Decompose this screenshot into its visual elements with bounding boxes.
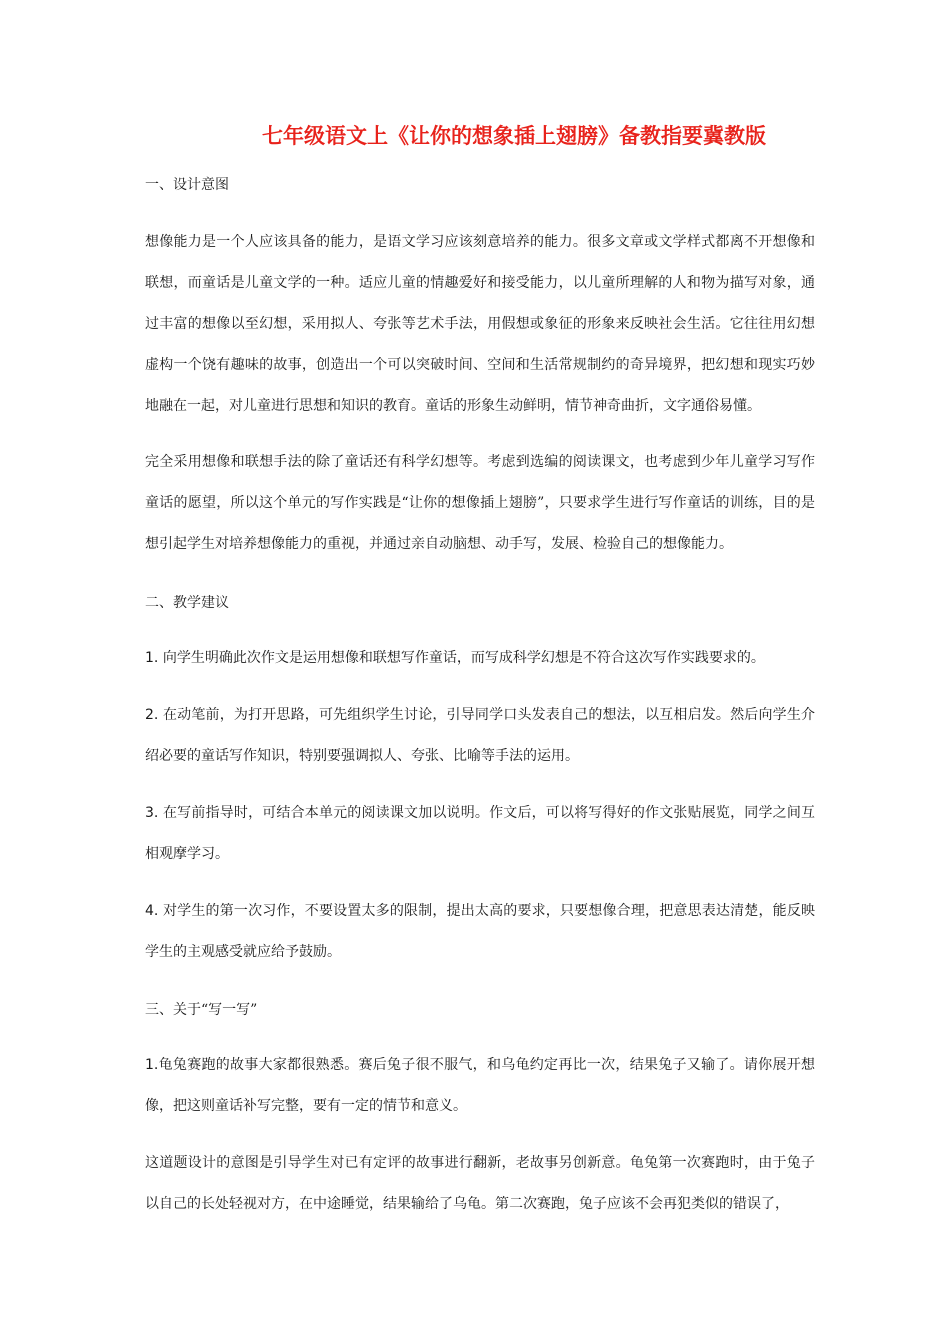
task-text: .龟兔赛跑的故事大家都很熟悉。赛后兔子很不服气，和乌龟约定再比一次，结果兔子又输了。请你展开想像，把这则童话补写完整，要有一定的情节和意义。 — [145, 1057, 815, 1114]
document-title: 七年级语文上《让你的想象插上翅膀》备教指要冀教版 — [262, 124, 766, 148]
section-heading-teaching-suggestions: 二、教学建议 — [145, 595, 229, 611]
suggestion-item-2 — [145, 695, 815, 777]
task-number: 1 — [145, 1057, 154, 1073]
suggestion-number: 1 — [145, 650, 154, 666]
paragraph-design-intent-2: 完全采用想像和联想手法的除了童话还有科学幻想等。考虑到选编的阅读课文，也考虑到少年儿童学习写作童话的愿望，所以这个单元的写作实践是“让你的想像插上翅膀”，只要求学生进行写作童话的训练，目的是想引起学生对培养想像能力的重视，并通过亲自动脑想、动手写，发展、检验自己的想像能力。 — [145, 454, 815, 552]
writing-task-1 — [145, 1045, 815, 1127]
paragraph-task-analysis: 这道题设计的意图是引导学生对已有定评的故事进行翻新，老故事另创新意。龟兔第一次赛跑时，由于兔子以自己的长处轻视对方，在中途睡觉，结果输给了乌龟。第二次赛跑，兔子应该不会再犯类似的错误了， — [145, 1155, 815, 1212]
suggestion-text: . 在动笔前，为打开思路，可先组织学生讨论，引导同学口头发表自己的想法，以互相启发。然后向学生介绍必要的童话写作知识，特别要强调拟人、夸张、比喻等手法的运用。 — [145, 707, 815, 764]
suggestion-item-3 — [145, 793, 815, 875]
suggestion-text: . 对学生的第一次习作，不要设置太多的限制，提出太高的要求，只要想像合理，把意思表达清楚，能反映学生的主观感受就应给予鼓励。 — [145, 903, 815, 960]
paragraph-design-intent-1: 想像能力是一个人应该具备的能力，是语文学习应该刻意培养的能力。很多文章或文学样式都离不开想像和联想，而童话是儿童文学的一种。适应儿童的情趣爱好和接受能力，以儿童所理解的人和物为描写对象，通过丰富的想像以至幻想，采用拟人、夸张等艺术手法，用假想或象征的形象来反映社会生活。它往往用幻想虚构一个饶有趣味的故事，创造出一个可以突破时间、空间和生活常规制约的奇异境界，把幻想和现实巧妙地融在一起，对儿童进行思想和知识的教育。童话的形象生动鲜明，情节神奇曲折，文字通俗易懂。 — [145, 234, 815, 414]
suggestion-item-1 — [145, 638, 815, 679]
suggestion-number: 4 — [145, 903, 154, 919]
suggestion-number: 2 — [145, 707, 154, 723]
suggestion-item-4 — [145, 891, 815, 973]
section-heading-design-intent: 一、设计意图 — [145, 177, 229, 193]
section-heading-write: 三、关于“写一写” — [145, 1002, 258, 1018]
suggestion-text: . 在写前指导时，可结合本单元的阅读课文加以说明。作文后，可以将写得好的作文张贴展览，同学之间互相观摩学习。 — [145, 805, 815, 862]
suggestion-number: 3 — [145, 805, 154, 821]
suggestion-text: . 向学生明确此次作文是运用想像和联想写作童话，而写成科学幻想是不符合这次写作实践要求的。 — [153, 650, 765, 666]
